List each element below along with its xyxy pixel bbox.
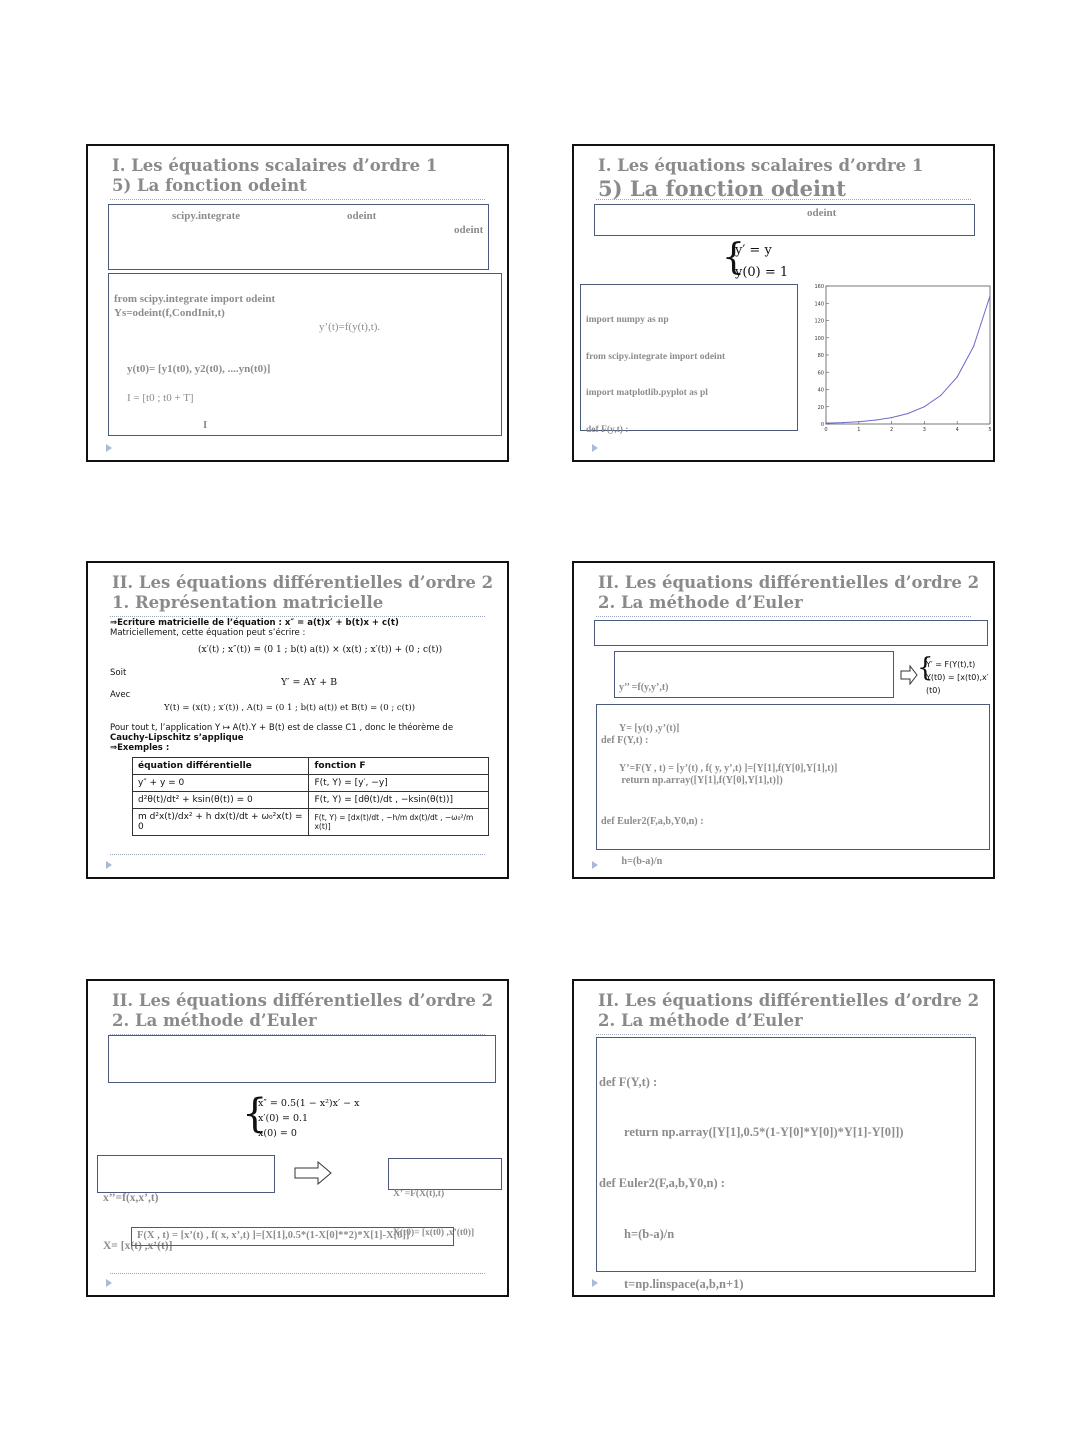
title-line-2: 1. Représentation matricielle	[112, 593, 384, 613]
soit-label: Soit	[110, 668, 127, 678]
code-line: def Euler2(F,a,b,Y0,n) :	[601, 815, 704, 827]
exponential-plot	[808, 282, 994, 434]
interval-label: I	[203, 419, 208, 431]
text-box	[108, 273, 502, 436]
text-box	[108, 204, 489, 270]
data-point	[989, 295, 990, 296]
title-separator	[596, 1034, 971, 1035]
table-row	[133, 792, 489, 809]
code-line: t=np.linspace(a,b,n+1)	[599, 1277, 744, 1292]
bullet-arrow-icon	[592, 444, 598, 452]
table-header-row	[133, 758, 489, 775]
code-line	[586, 460, 725, 462]
word-odeint: odeint	[807, 207, 837, 219]
title-line-1: I. Les équations scalaires d’ordre 1	[112, 156, 438, 175]
bullet-arrow-icon	[106, 1279, 112, 1287]
x-tick-label: 2	[890, 427, 894, 433]
interval: I = [t0 ; t0 + T]	[127, 392, 194, 404]
code-line: def F(Y,t) :	[601, 734, 649, 746]
matrix-intro-line: Matriciellement, cette équation peut s’écrire :	[110, 628, 306, 638]
title-separator	[110, 199, 485, 200]
bullet-arrow-icon	[592, 1279, 598, 1287]
table-cell: F(t, Y) = [y′, −y]	[309, 775, 489, 792]
table-header: équation différentielle	[133, 758, 309, 775]
code-line: Y’=F(Y , t) = [y’(t) , f( y, y’,t) ]=[Y[1],f(Y[0],Y[1],t)]	[619, 763, 838, 774]
title-line-1: II. Les équations différentielles d’ordre 2	[598, 573, 980, 592]
empty-box	[108, 1035, 496, 1083]
data-point	[973, 346, 974, 347]
plot-frame	[826, 286, 990, 424]
code-box	[580, 284, 798, 435]
system-brace: {	[917, 653, 934, 683]
equation-2: y(0) = 1	[735, 265, 789, 280]
slide-1	[86, 144, 509, 462]
title-line-1: I. Les équations scalaires d’ordre 1	[598, 156, 924, 175]
code-line: return np.array([Y[1],0.5*(1-Y[0]*Y[0])*Y[1]-Y[0]])	[599, 1125, 904, 1140]
definitions: Y(t) = (x(t) ; x′(t)) , A(t) = (0 1 ; b(t) a(t)) et B(t) = (0 ; c(t))	[164, 703, 416, 713]
word-scipy-integrate: scipy.integrate	[172, 210, 241, 222]
code-line: return np.array([Y[1],f(Y[0],Y[1],t)])	[601, 775, 783, 787]
table-header: fonction F	[309, 758, 489, 775]
title-line-1: II. Les équations différentielles d’ordre 2	[598, 991, 980, 1010]
examples-table	[132, 757, 489, 836]
bullet-arrow-icon	[106, 861, 112, 869]
x-tick-label: 1	[857, 427, 861, 433]
slide-title	[112, 991, 493, 1031]
matrix-writing-line: ⇒Ecriture matricielle de l’équation : x″ = a(t)x′ + b(t)x + c(t)	[110, 618, 399, 628]
title-separator	[596, 616, 971, 617]
code-line: h=(b-a)/n	[599, 1226, 675, 1241]
code-line: h=(b-a)/n	[601, 855, 663, 867]
y-tick-label: 40	[817, 387, 824, 394]
slide-2	[572, 144, 995, 462]
odeint-call: Ys=odeint(f,CondInit,t)	[114, 307, 225, 319]
y-tick-label: 0	[820, 422, 824, 428]
table-cell: d²θ(t)/dt² + ksin(θ(t)) = 0	[133, 792, 309, 809]
table-row	[133, 775, 489, 792]
y-equation: Y′ = AY + B	[281, 677, 338, 688]
word-odeint: odeint	[347, 210, 377, 222]
right-arrow-icon	[900, 665, 918, 685]
bullet-arrow-icon	[106, 444, 112, 452]
code-line: def Euler2(F,a,b,Y0,n) :	[599, 1176, 725, 1190]
code-line: def F(Y,t) :	[599, 1074, 658, 1089]
code-line: X= [x(t) ,x’(t)]	[103, 1240, 173, 1253]
data-point	[842, 422, 843, 423]
title-separator	[110, 616, 485, 617]
slide-title	[598, 991, 979, 1031]
slide-6	[572, 979, 995, 1297]
code-line: import matplotlib.pyplot as pl	[586, 388, 708, 399]
right-arrow-icon	[294, 1161, 332, 1185]
examples-line: ⇒Exemples :	[110, 743, 170, 753]
data-point	[940, 395, 941, 396]
system-brace: {	[722, 237, 745, 278]
bullet-arrow-icon	[592, 861, 598, 869]
data-point	[875, 420, 876, 421]
footer-separator	[110, 854, 485, 855]
code-box	[596, 704, 990, 867]
empty-box	[594, 620, 988, 646]
system-line: x′(0) = 0.1	[258, 1113, 309, 1125]
slide-5	[86, 979, 509, 1297]
title-line-2: 5) La fonction odeint	[598, 176, 846, 202]
import-line: from scipy.integrate import odeint	[114, 293, 276, 305]
system-line: x″ = 0.5(1 − x²)x′ − x	[258, 1098, 360, 1109]
footer-separator	[110, 1273, 485, 1274]
code-line: from scipy.integrate import odeint	[586, 351, 726, 362]
code-block	[601, 707, 809, 879]
right-definition-box	[388, 1158, 502, 1239]
x-tick-label: 4	[955, 427, 959, 433]
title-line-1: II. Les équations différentielles d’ordre 2	[112, 573, 494, 592]
code-line: import numpy as np	[586, 315, 669, 326]
data-point	[924, 406, 925, 407]
title-separator	[596, 199, 971, 200]
table-cell: m d²x(t)/dx² + h dx(t)/dt + ω₀²x(t) = 0	[133, 809, 309, 836]
code-line: y’’ =f(y,y’,t)	[619, 682, 669, 693]
data-point	[891, 417, 892, 418]
code-line: X(t0)= [x(t0) ,x’(t0)]	[393, 1228, 475, 1239]
x-tick-label: 0	[824, 427, 828, 433]
equation-text: y’(t)=f(y(t),t).	[319, 321, 381, 333]
code-line: x’’=f(x,x’,t)	[103, 1192, 159, 1205]
x-tick-label: 3	[922, 427, 926, 433]
function-box	[131, 1227, 454, 1246]
code-line: def F(y,t) :	[586, 424, 629, 435]
word-odeint-2: odeint	[454, 224, 484, 236]
x-tick-label: 5	[988, 427, 992, 433]
system-line: Y(t0) = [x(t0),x′(t0)	[926, 672, 989, 695]
slide-3	[86, 561, 509, 879]
title-line-2: 2. La méthode d’Euler	[598, 1011, 803, 1031]
system-line: x(0) = 0	[258, 1128, 297, 1140]
text-box	[594, 204, 975, 236]
function-definition: F(X , t) = [x’(t) , f( x, x’,t) ]=[X[1],0.5*(1-X[0]**2)*X[1]-X[0]]	[137, 1230, 410, 1241]
title-line-2: 2. La méthode d’Euler	[598, 593, 803, 613]
lipschitz-line-1: Pour tout t, l’application Y ↦ A(t).Y + B(t) est de classe C1 , donc le théorème de	[110, 723, 454, 733]
avec-label: Avec	[110, 690, 131, 700]
data-point	[957, 376, 958, 377]
table-cell: F(t, Y) = [dθ(t)/dt , −ksin(θ(t))]	[309, 792, 489, 809]
data-point	[825, 423, 826, 424]
y-tick-label: 80	[817, 353, 824, 359]
y-tick-label: 60	[817, 370, 824, 377]
code-line: Y= [y(t) ,y’(t)]	[619, 722, 680, 734]
slide-title	[112, 573, 493, 613]
initial-condition: y(t0)= [y1(t0), y2(t0), ....yn(t0)]	[127, 363, 271, 375]
title-line-2: 5) La fonction odeint	[112, 176, 307, 196]
title-line-2: 2. La méthode d’Euler	[112, 1011, 317, 1031]
system-brace: {	[242, 1091, 268, 1137]
lipschitz-line-2: Cauchy-Lipschitz s’applique	[110, 733, 244, 743]
code-block	[599, 1040, 904, 1297]
y-tick-label: 140	[814, 301, 824, 308]
y-tick-label: 20	[817, 404, 824, 411]
code-block	[586, 290, 725, 462]
data-point	[858, 421, 859, 422]
table-row	[133, 809, 489, 836]
data-point	[907, 413, 908, 414]
code-line: X’ =F(X(t),t)	[393, 1188, 445, 1199]
table-cell: F(t, Y) = [dx(t)/dt , −h/m dx(t)/dt , −ω₀²/m x(t)]	[309, 809, 489, 836]
table-cell: y″ + y = 0	[133, 775, 309, 792]
slide-title	[598, 573, 979, 613]
equation-1: y′ = y	[735, 243, 772, 258]
y-tick-label: 120	[814, 318, 824, 325]
slide-title	[112, 156, 437, 196]
y-tick-label: 100	[814, 335, 824, 342]
y-tick-label: 160	[814, 284, 824, 290]
title-line-1: II. Les équations différentielles d’ordre 2	[112, 991, 494, 1010]
slide-4	[572, 561, 995, 879]
matrix-equation: (x′(t) ; x″(t)) = (0 1 ; b(t) a(t)) × (x(t) ; x′(t)) + (0 ; c(t))	[198, 645, 443, 655]
system-line: Y′ = F(Y(t),t)	[926, 660, 976, 669]
slide-title	[598, 156, 923, 202]
